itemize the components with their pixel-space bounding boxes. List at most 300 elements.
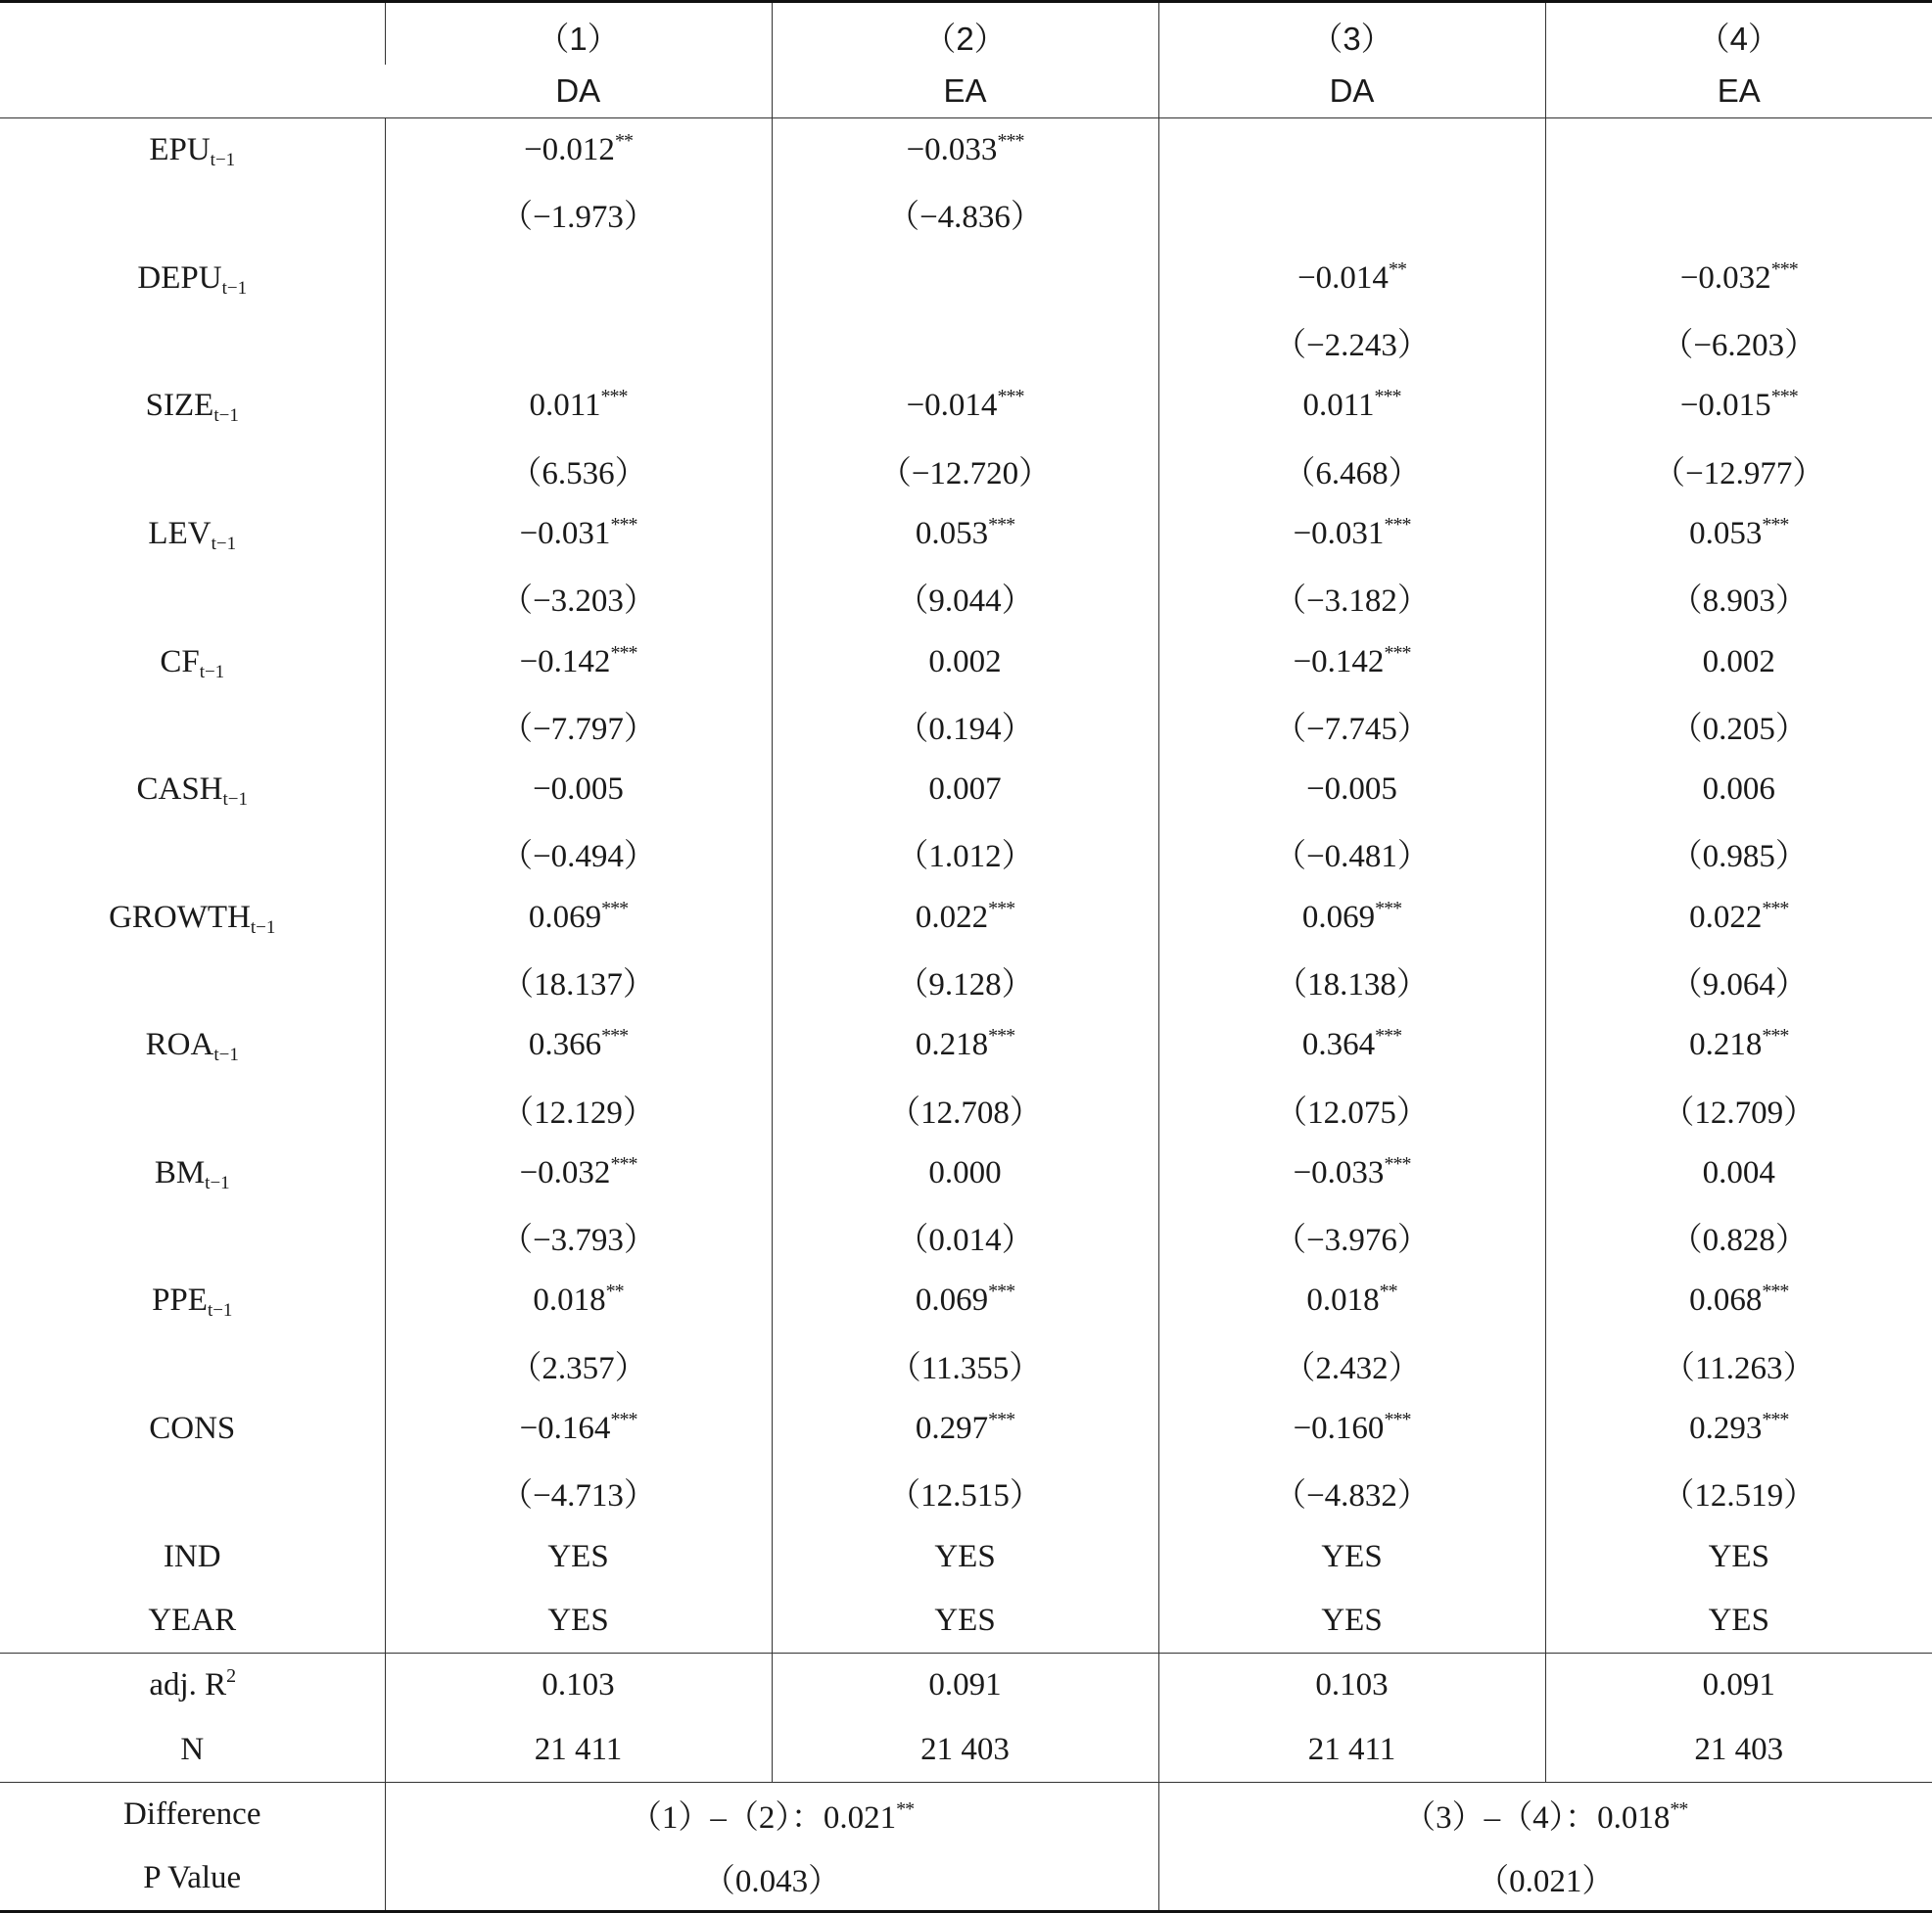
control-cell-value: YES	[547, 1602, 609, 1638]
coefficient-cell-value: 0.069	[528, 899, 602, 935]
variable-label	[0, 502, 385, 566]
coefficient-cell-value: 0.000	[928, 1154, 1002, 1190]
variable-label	[0, 247, 385, 310]
coefficient-cell-value: 0.053	[1689, 515, 1763, 551]
tstat-cell	[772, 438, 1158, 501]
tstat-cell-value: （12.708）	[888, 1095, 1042, 1131]
variable-lag: t−1	[211, 533, 237, 554]
coefficient-row	[0, 1013, 1932, 1077]
tstat-cell	[1545, 694, 1932, 758]
control-cell	[1158, 1525, 1545, 1589]
variable-lag: t−1	[222, 789, 249, 811]
column-dependent-variable: DA	[555, 72, 601, 109]
coefficient-cell-value: −0.005	[1306, 771, 1397, 808]
coefficient-cell	[385, 758, 772, 821]
n-cell	[1158, 1717, 1545, 1782]
significance-stars: ***	[1762, 1025, 1789, 1048]
coefficient-cell	[1545, 630, 1932, 693]
significance-stars: ***	[988, 1281, 1015, 1303]
significance-stars: ***	[600, 386, 628, 408]
tstat-cell	[385, 1077, 772, 1141]
column-dependent-variable: EA	[772, 65, 1158, 118]
coefficient-cell	[772, 1269, 1158, 1332]
n-label-value: N	[180, 1731, 205, 1767]
coefficient-cell	[1545, 886, 1932, 950]
control-cell-value: YES	[1708, 1602, 1769, 1638]
tstat-cell	[385, 821, 772, 885]
coefficient-cell	[1158, 118, 1545, 183]
coefficient-cell-value: −0.014	[1297, 259, 1389, 296]
n-cell	[385, 1717, 772, 1782]
variable-name: ROA	[145, 1027, 214, 1063]
coefficient-cell	[385, 1142, 772, 1205]
adj-r2-cell	[772, 1654, 1158, 1718]
tstat-cell	[385, 566, 772, 630]
pvalue-right-value: （0.021）	[1477, 1864, 1615, 1900]
tstat-cell-value: （−12.977）	[1653, 455, 1825, 491]
variable-label	[0, 1142, 385, 1205]
significance-stars: ***	[988, 897, 1015, 919]
control-cell-value: YES	[547, 1538, 609, 1574]
tstat-cell	[385, 950, 772, 1013]
coefficient-cell	[772, 886, 1158, 950]
coefficient-cell	[772, 630, 1158, 693]
coefficient-cell-value: −0.032	[519, 1154, 611, 1190]
adj-r2-cell-value: 0.103	[542, 1667, 615, 1703]
control-cell	[772, 1589, 1158, 1654]
tstat-cell	[772, 694, 1158, 758]
adj-r2-cell	[1158, 1654, 1545, 1718]
coefficient-cell	[1158, 1142, 1545, 1205]
significance-stars: ***	[610, 1409, 637, 1431]
tstat-label-blank	[0, 694, 385, 758]
coefficient-cell	[772, 247, 1158, 310]
tstat-cell-value: （−3.793）	[500, 1223, 656, 1259]
table-body	[0, 118, 1932, 1912]
control-cell	[1158, 1589, 1545, 1654]
column-number: （1）	[385, 2, 772, 66]
pvalue-label	[0, 1846, 385, 1912]
significance-stars: **	[614, 130, 633, 153]
coefficient-cell-value: −0.164	[519, 1411, 611, 1447]
column-number: （2）	[772, 2, 1158, 66]
tstat-cell	[1545, 950, 1932, 1013]
tstat-cell-value: （6.468）	[1283, 455, 1421, 491]
tstat-cell-value: （−0.481）	[1274, 839, 1430, 875]
tstat-cell	[1545, 566, 1932, 630]
tstat-cell	[1545, 1077, 1932, 1141]
coefficient-cell-value: 0.007	[928, 771, 1002, 808]
significance-stars: ***	[988, 1409, 1015, 1431]
tstat-cell	[772, 1333, 1158, 1397]
tstat-row	[0, 821, 1932, 885]
tstat-cell	[1158, 182, 1545, 246]
tstat-cell-value: （12.515）	[888, 1478, 1042, 1515]
difference-label	[0, 1782, 385, 1846]
difference-label-value: Difference	[123, 1796, 261, 1832]
variable-label	[0, 1397, 385, 1461]
tstat-cell-value: （12.075）	[1275, 1095, 1429, 1131]
tstat-label-blank	[0, 1205, 385, 1269]
tstat-cell-value: （0.828）	[1670, 1223, 1808, 1259]
coefficient-cell-value: 0.011	[529, 388, 601, 424]
variable-name: DEPU	[137, 259, 222, 296]
tstat-cell-value: （9.044）	[896, 583, 1034, 620]
n-label	[0, 1717, 385, 1782]
control-row	[0, 1589, 1932, 1654]
coefficient-cell-value: 0.069	[1301, 899, 1376, 935]
coefficient-cell	[772, 374, 1158, 438]
tstat-cell	[1158, 438, 1545, 501]
tstat-cell	[772, 1205, 1158, 1269]
n-cell-value: 21 411	[534, 1731, 623, 1767]
coefficient-cell	[1158, 758, 1545, 821]
variable-label	[0, 630, 385, 693]
coefficient-cell	[1158, 502, 1545, 566]
tstat-cell-value: （0.194）	[896, 711, 1034, 747]
tstat-cell-value: （2.357）	[509, 1350, 647, 1386]
coefficient-cell-value: 0.068	[1689, 1283, 1763, 1319]
tstat-cell	[1545, 821, 1932, 885]
variable-lag: t−1	[199, 661, 225, 682]
tstat-row	[0, 950, 1932, 1013]
significance-stars: **	[1388, 257, 1406, 280]
tstat-row	[0, 566, 1932, 630]
tstat-cell	[385, 310, 772, 374]
variable-name: CF	[160, 643, 200, 679]
n-cell-value: 21 411	[1307, 1731, 1396, 1767]
adj-r2-text: adj. R	[149, 1667, 227, 1703]
variable-lag: t−1	[210, 150, 236, 171]
coefficient-cell	[385, 374, 772, 438]
significance-stars: ***	[988, 1025, 1015, 1048]
coefficient-cell	[1158, 886, 1545, 950]
tstat-row	[0, 1205, 1932, 1269]
tstat-cell-value: （12.129）	[501, 1095, 655, 1131]
significance-stars: ***	[610, 641, 637, 664]
tstat-cell-value: （−12.720）	[878, 455, 1052, 491]
tstat-cell-value: （−4.832）	[1274, 1478, 1430, 1515]
control-label	[0, 1589, 385, 1654]
n-cell-value: 21 403	[920, 1731, 1010, 1767]
coefficient-cell-value: 0.002	[928, 643, 1002, 679]
coefficient-cell	[1158, 247, 1545, 310]
table-header	[0, 2, 1932, 118]
tstat-cell-value: （2.432）	[1283, 1350, 1421, 1386]
significance-stars: ***	[988, 513, 1015, 536]
tstat-label-blank	[0, 182, 385, 246]
tstat-cell	[385, 182, 772, 246]
tstat-cell-value: （9.128）	[896, 967, 1034, 1003]
tstat-cell-value: （−7.797）	[500, 711, 656, 747]
tstat-cell	[1158, 694, 1545, 758]
coefficient-cell	[385, 1013, 772, 1077]
tstat-cell-value: （18.138）	[1275, 967, 1429, 1003]
variable-name: CONS	[149, 1411, 236, 1447]
tstat-cell	[1158, 821, 1545, 885]
tstat-cell-value: （0.985）	[1670, 839, 1808, 875]
significance-stars: ***	[997, 386, 1024, 408]
tstat-label-blank	[0, 1461, 385, 1524]
variable-name: LEV	[148, 515, 212, 551]
tstat-cell	[772, 1461, 1158, 1524]
adj-r2-label	[0, 1654, 385, 1718]
coefficient-cell	[1545, 247, 1932, 310]
tstat-label-blank	[0, 821, 385, 885]
coefficient-cell	[772, 1142, 1158, 1205]
coefficient-cell-value: 0.053	[915, 515, 989, 551]
tstat-cell-value: （11.355）	[888, 1350, 1042, 1386]
tstat-cell-value: （−0.494）	[500, 839, 656, 875]
control-label	[0, 1525, 385, 1589]
significance-stars: ***	[1762, 1409, 1789, 1431]
difference-right-value: （3）–（4）：0.018	[1403, 1799, 1671, 1836]
control-cell	[385, 1589, 772, 1654]
coefficient-row	[0, 1397, 1932, 1461]
coefficient-cell	[385, 1269, 772, 1332]
tstat-label-blank	[0, 438, 385, 501]
coefficient-cell	[1158, 1397, 1545, 1461]
coefficient-cell-value: 0.018	[533, 1283, 606, 1319]
coefficient-cell-value: −0.015	[1679, 388, 1771, 424]
coefficient-cell	[1158, 1013, 1545, 1077]
tstat-cell-value: （6.536）	[509, 455, 647, 491]
control-cell-value: YES	[934, 1602, 996, 1638]
control-cell-value: YES	[1321, 1538, 1383, 1574]
column-dependent-variable: EA	[1545, 65, 1932, 118]
variable-label	[0, 1269, 385, 1332]
tstat-cell-value: （−7.745）	[1274, 711, 1430, 747]
coefficient-cell-value: −0.142	[1293, 643, 1385, 679]
control-cell	[772, 1525, 1158, 1589]
variable-name: EPU	[149, 132, 211, 168]
tstat-cell	[1545, 1461, 1932, 1524]
coefficient-cell	[772, 118, 1158, 183]
coefficient-cell	[1158, 374, 1545, 438]
adj-r2-cell	[1545, 1654, 1932, 1718]
tstat-row	[0, 1077, 1932, 1141]
coefficient-cell-value: 0.022	[915, 899, 989, 935]
coefficient-cell-value: −0.031	[1293, 515, 1385, 551]
control-cell-value: YES	[1708, 1538, 1769, 1574]
tstat-cell-value: （−6.203）	[1661, 328, 1817, 364]
control-row	[0, 1525, 1932, 1589]
tstat-cell-value: （−2.243）	[1274, 328, 1430, 364]
significance-stars: ***	[1762, 897, 1789, 919]
tstat-cell	[1158, 1333, 1545, 1397]
coefficient-cell	[385, 118, 772, 183]
tstat-cell	[1545, 1205, 1932, 1269]
variable-name: SIZE	[145, 388, 214, 424]
tstat-cell-value: （−1.973）	[500, 200, 656, 236]
coefficient-cell-value: −0.033	[906, 132, 998, 168]
tstat-cell	[1158, 1461, 1545, 1524]
tstat-cell-value: （−3.182）	[1274, 583, 1430, 620]
tstat-cell	[385, 1205, 772, 1269]
coefficient-cell	[1158, 630, 1545, 693]
coefficient-cell	[1545, 1142, 1932, 1205]
tstat-cell	[385, 694, 772, 758]
coefficient-cell-value: 0.069	[915, 1283, 989, 1319]
tstat-row	[0, 438, 1932, 501]
tstat-row	[0, 694, 1932, 758]
tstat-cell-value: （1.012）	[896, 839, 1034, 875]
variable-lag: t−1	[213, 405, 239, 427]
coefficient-cell-value: 0.002	[1702, 643, 1775, 679]
significance-stars: ***	[610, 1152, 637, 1175]
coefficient-row	[0, 247, 1932, 310]
coefficient-cell-value: 0.006	[1702, 771, 1775, 808]
significance-stars: ***	[1770, 257, 1798, 280]
tstat-cell	[1158, 1205, 1545, 1269]
tstat-cell	[1545, 1333, 1932, 1397]
control-cell	[1545, 1589, 1932, 1654]
variable-lag: t−1	[205, 1172, 230, 1193]
tstat-cell	[772, 310, 1158, 374]
significance-stars: ***	[1762, 513, 1789, 536]
coefficient-cell	[1545, 502, 1932, 566]
coefficient-cell	[385, 1397, 772, 1461]
tstat-cell-value: （−4.713）	[500, 1478, 656, 1515]
coefficient-cell-value: 0.218	[1689, 1027, 1763, 1063]
significance-stars: ***	[997, 130, 1024, 153]
tstat-cell	[772, 950, 1158, 1013]
column-dependent-variable: DA	[1158, 65, 1545, 118]
coefficient-row	[0, 630, 1932, 693]
coefficient-cell	[1545, 118, 1932, 183]
tstat-cell-value: （11.263）	[1662, 1350, 1815, 1386]
coefficient-cell	[772, 1013, 1158, 1077]
tstat-cell	[1158, 950, 1545, 1013]
coefficient-cell-value: −0.014	[906, 388, 998, 424]
n-row	[0, 1717, 1932, 1782]
coefficient-cell-value: 0.218	[915, 1027, 989, 1063]
coefficient-row	[0, 758, 1932, 821]
significance-stars: ***	[601, 897, 629, 919]
coefficient-cell-value: −0.032	[1679, 259, 1771, 296]
adj-r2-sup: 2	[226, 1665, 236, 1688]
n-cell	[1545, 1717, 1932, 1782]
tstat-cell	[772, 821, 1158, 885]
tstat-label-blank	[0, 566, 385, 630]
tstat-cell-value: （−3.203）	[500, 583, 656, 620]
coefficient-row	[0, 502, 1932, 566]
tstat-label-blank	[0, 1077, 385, 1141]
variable-name: PPE	[152, 1283, 208, 1319]
significance-stars: ***	[1384, 1152, 1411, 1175]
coefficient-cell-value: −0.033	[1293, 1154, 1385, 1190]
variable-name: BM	[154, 1154, 206, 1190]
variable-lag: t−1	[221, 277, 248, 299]
tstat-cell	[1158, 566, 1545, 630]
tstat-row	[0, 1461, 1932, 1524]
tstat-cell	[1158, 1077, 1545, 1141]
variable-name: GROWTH	[109, 899, 251, 935]
coefficient-cell-value: −0.031	[519, 515, 611, 551]
tstat-cell-value: （−3.976）	[1274, 1223, 1430, 1259]
pvalue-left	[385, 1846, 1158, 1912]
tstat-label-blank	[0, 950, 385, 1013]
variable-name: CASH	[136, 771, 223, 808]
n-cell-value: 21 403	[1694, 1731, 1784, 1767]
control-cell-value: YES	[934, 1538, 996, 1574]
significance-stars: ***	[601, 1025, 629, 1048]
tstat-row	[0, 1333, 1932, 1397]
tstat-cell	[772, 1077, 1158, 1141]
coefficient-cell-value: 0.364	[1301, 1027, 1376, 1063]
adj-r2-row	[0, 1654, 1932, 1718]
difference-right	[1158, 1782, 1932, 1846]
coefficient-row	[0, 118, 1932, 183]
coefficient-cell-value: −0.012	[524, 132, 615, 168]
control-label-value: YEAR	[148, 1602, 237, 1638]
coefficient-cell-value: −0.142	[519, 643, 611, 679]
tstat-cell-value: （0.205）	[1670, 711, 1808, 747]
adj-r2-cell-value: 0.091	[928, 1667, 1002, 1703]
variable-label	[0, 374, 385, 438]
coefficient-cell	[1545, 1269, 1932, 1332]
variable-label	[0, 758, 385, 821]
tstat-cell	[1545, 310, 1932, 374]
coefficient-cell-value: −0.160	[1293, 1411, 1385, 1447]
tstat-cell	[772, 566, 1158, 630]
significance-stars: ***	[1384, 1409, 1411, 1431]
coefficient-cell	[772, 1397, 1158, 1461]
coefficient-cell	[1545, 1397, 1932, 1461]
significance-stars: ***	[1384, 641, 1411, 664]
adj-r2-cell-value: 0.103	[1315, 1667, 1389, 1703]
variable-lag: t−1	[213, 1045, 239, 1066]
tstat-cell-value: （12.519）	[1662, 1478, 1816, 1515]
significance-stars: ***	[1384, 513, 1411, 536]
significance-stars: ***	[1374, 386, 1401, 408]
control-cell-value: YES	[1321, 1602, 1383, 1638]
tstat-cell-value: （0.014）	[896, 1223, 1034, 1259]
tstat-label-blank	[0, 310, 385, 374]
coefficient-cell	[1545, 1013, 1932, 1077]
variable-lag: t−1	[207, 1300, 233, 1322]
significance-stars: ***	[1375, 897, 1402, 919]
coefficient-cell-value: −0.005	[533, 771, 624, 808]
significance-stars: ***	[1762, 1281, 1789, 1303]
tstat-label-blank	[0, 1333, 385, 1397]
difference-row	[0, 1782, 1932, 1846]
significance-stars: ***	[610, 513, 637, 536]
coefficient-cell	[772, 502, 1158, 566]
coefficient-cell-value: 0.366	[528, 1027, 602, 1063]
significance-stars: **	[605, 1281, 624, 1303]
tstat-cell-value: （8.903）	[1670, 583, 1808, 620]
tstat-cell-value: （−4.836）	[887, 200, 1043, 236]
column-number: （3）	[1158, 2, 1545, 66]
coefficient-cell-value: 0.018	[1306, 1283, 1380, 1319]
tstat-cell-value: （18.137）	[501, 967, 655, 1003]
tstat-cell	[1545, 182, 1932, 246]
coefficient-row	[0, 886, 1932, 950]
significance-stars: **	[896, 1797, 915, 1820]
significance-stars: ***	[1375, 1025, 1402, 1048]
tstat-cell	[385, 1333, 772, 1397]
coefficient-cell-value: 0.297	[915, 1411, 989, 1447]
coefficient-cell	[1545, 758, 1932, 821]
header-corner	[0, 2, 385, 118]
coefficient-cell	[385, 886, 772, 950]
pvalue-row	[0, 1846, 1932, 1912]
variable-label	[0, 886, 385, 950]
coefficient-cell-value: 0.011	[1302, 388, 1375, 424]
coefficient-row	[0, 1269, 1932, 1332]
pvalue-left-value: （0.043）	[702, 1864, 841, 1900]
